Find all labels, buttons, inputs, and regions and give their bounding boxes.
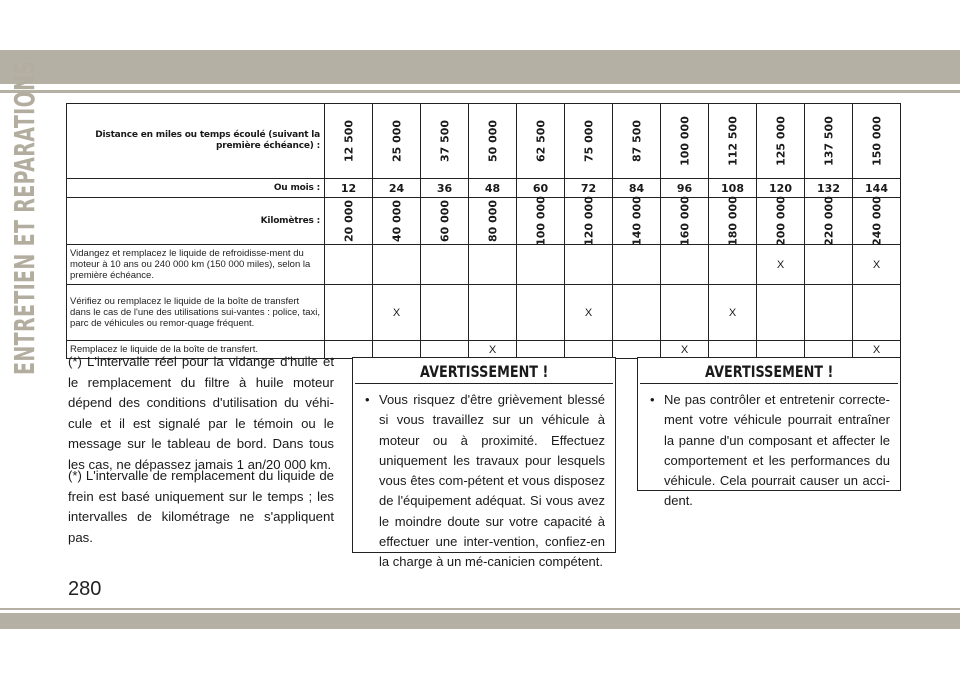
km-cell: 60 000 xyxy=(421,198,469,245)
footnote-brake-fluid: (*) L'intervalle de remplacement du liquide de frein est basé uniquement sur le temps ; les intervalles de kilométrage ne s'appliquent pas. xyxy=(68,468,334,545)
miles-row xyxy=(67,104,901,179)
mark-cell xyxy=(517,341,565,359)
miles-cell: 12 500 xyxy=(325,104,373,179)
mark-cell xyxy=(325,245,373,285)
task-cell: Remplacez le liquide de la boîte de transfert. xyxy=(67,341,325,359)
miles-label: Distance en miles ou temps écoulé (suivant la première échéance) : xyxy=(67,104,325,179)
mark-cell xyxy=(421,285,469,341)
km-cell: 180 000 xyxy=(709,198,757,245)
mark-cell xyxy=(805,341,853,359)
maintenance-schedule-table xyxy=(66,103,901,359)
header-rule xyxy=(0,90,960,93)
warning-text: • Ne pas contrôler et entretenir correcte-ment votre véhicule pourrait entraîner la panne d'un composant et affecter le comportement et les performances du véhicule. Cela pourrait causer un acci-dent. xyxy=(650,392,890,509)
table-row xyxy=(67,245,901,285)
km-label: Kilomètres : xyxy=(67,198,325,245)
km-cell: 20 000 xyxy=(325,198,373,245)
footnote-oil-change: (*) L'intervalle réel pour la vidange d'huile et le remplacement du filtre à huile moteur dépend des conditions d'utilisation du véhi-cule et il est signalé par le témoin ou le message sur le tableau de bord. Dans tous les cas, ne dépassez jamais 1 an/20 000 km. xyxy=(68,354,334,472)
header-band xyxy=(0,50,960,84)
mark-cell xyxy=(805,285,853,341)
bullet-icon: • xyxy=(365,392,370,407)
month-cell: 60 xyxy=(517,179,565,198)
footer-rule xyxy=(0,608,960,610)
page-number: 280 xyxy=(68,578,102,600)
table-row xyxy=(67,285,901,341)
months-row xyxy=(67,179,901,198)
mark-cell xyxy=(853,285,901,341)
mark-cell xyxy=(661,245,709,285)
task-cell: Vérifiez ou remplacez le liquide de la boîte de transfert dans le cas de l'une des utilisations sui-vantes : police, taxi, parc de véhicules ou remor-quage fréquent. xyxy=(67,285,325,341)
km-cell: 140 000 xyxy=(613,198,661,245)
footer-band xyxy=(0,613,960,629)
bullet-icon: • xyxy=(650,392,655,407)
mark-cell xyxy=(661,285,709,341)
km-cell: 240 000 xyxy=(853,198,901,245)
km-cell: 80 000 xyxy=(469,198,517,245)
mark-cell xyxy=(325,285,373,341)
month-cell: 120 xyxy=(757,179,805,198)
mark-cell xyxy=(373,341,421,359)
miles-cell: 62 500 xyxy=(517,104,565,179)
warning-box-injury xyxy=(352,357,616,570)
month-cell: 108 xyxy=(709,179,757,198)
mark-cell xyxy=(805,245,853,285)
task-cell: Vidangez et remplacez le liquide de refroidisse-ment du moteur à 10 ans ou 240 000 km (150 000 miles), selon la première échéance. xyxy=(67,245,325,285)
month-cell: 36 xyxy=(421,179,469,198)
km-cell: 220 000 xyxy=(805,198,853,245)
miles-cell: 25 000 xyxy=(373,104,421,179)
month-cell: 132 xyxy=(805,179,853,198)
miles-cell: 150 000 xyxy=(853,104,901,179)
mark-cell xyxy=(613,245,661,285)
mark-cell xyxy=(421,341,469,359)
mark-cell xyxy=(613,341,661,359)
km-cell: 100 000 xyxy=(517,198,565,245)
section-title-vertical: ENTRETIEN ET REPARATIONS xyxy=(8,60,41,375)
miles-cell: 100 000 xyxy=(661,104,709,179)
mark-cell xyxy=(517,285,565,341)
mark-cell xyxy=(709,341,757,359)
months-label: Ou mois : xyxy=(67,179,325,198)
month-cell: 144 xyxy=(853,179,901,198)
miles-cell: 87 500 xyxy=(613,104,661,179)
month-cell: 72 xyxy=(565,179,613,198)
km-cell: 40 000 xyxy=(373,198,421,245)
mark-cell xyxy=(757,285,805,341)
mark-cell xyxy=(469,285,517,341)
mark-cell xyxy=(709,245,757,285)
mark-cell xyxy=(517,245,565,285)
mark-cell: X xyxy=(469,341,517,359)
warning-title: AVERTISSEMENT ! xyxy=(355,358,613,384)
miles-cell: 112 500 xyxy=(709,104,757,179)
miles-cell: 37 500 xyxy=(421,104,469,179)
mark-cell xyxy=(757,341,805,359)
mark-cell: X xyxy=(853,341,901,359)
warning-text: • Vous risquez d'être grièvement blessé si vous travaillez sur un véhicule à moteur ou à proximité. Effectuez uniquement les travaux pour lesquels vous êtes com-pétent et vous disposez de l'équipement adéquat. Si vous avez le moindre doute sur votre capacité à effectuer une inter-vention, confiez-en la charge à un mé-canicien compétent. xyxy=(365,392,605,570)
month-cell: 96 xyxy=(661,179,709,198)
miles-cell: 125 000 xyxy=(757,104,805,179)
mark-cell xyxy=(373,245,421,285)
warning-title: AVERTISSEMENT ! xyxy=(640,358,898,384)
mark-cell xyxy=(565,341,613,359)
mark-cell: X xyxy=(565,285,613,341)
miles-cell: 50 000 xyxy=(469,104,517,179)
mark-cell: X xyxy=(661,341,709,359)
mark-cell xyxy=(469,245,517,285)
month-cell: 84 xyxy=(613,179,661,198)
mark-cell xyxy=(613,285,661,341)
month-cell: 12 xyxy=(325,179,373,198)
km-cell: 200 000 xyxy=(757,198,805,245)
month-cell: 24 xyxy=(373,179,421,198)
miles-cell: 75 000 xyxy=(565,104,613,179)
month-cell: 48 xyxy=(469,179,517,198)
miles-cell: 137 500 xyxy=(805,104,853,179)
mark-cell: X xyxy=(709,285,757,341)
mark-cell: X xyxy=(757,245,805,285)
warning-box-maintenance xyxy=(637,357,901,509)
km-cell: 160 000 xyxy=(661,198,709,245)
mark-cell xyxy=(421,245,469,285)
mark-cell xyxy=(565,245,613,285)
km-cell: 120 000 xyxy=(565,198,613,245)
mark-cell: X xyxy=(373,285,421,341)
km-row xyxy=(67,198,901,245)
mark-cell: X xyxy=(853,245,901,285)
